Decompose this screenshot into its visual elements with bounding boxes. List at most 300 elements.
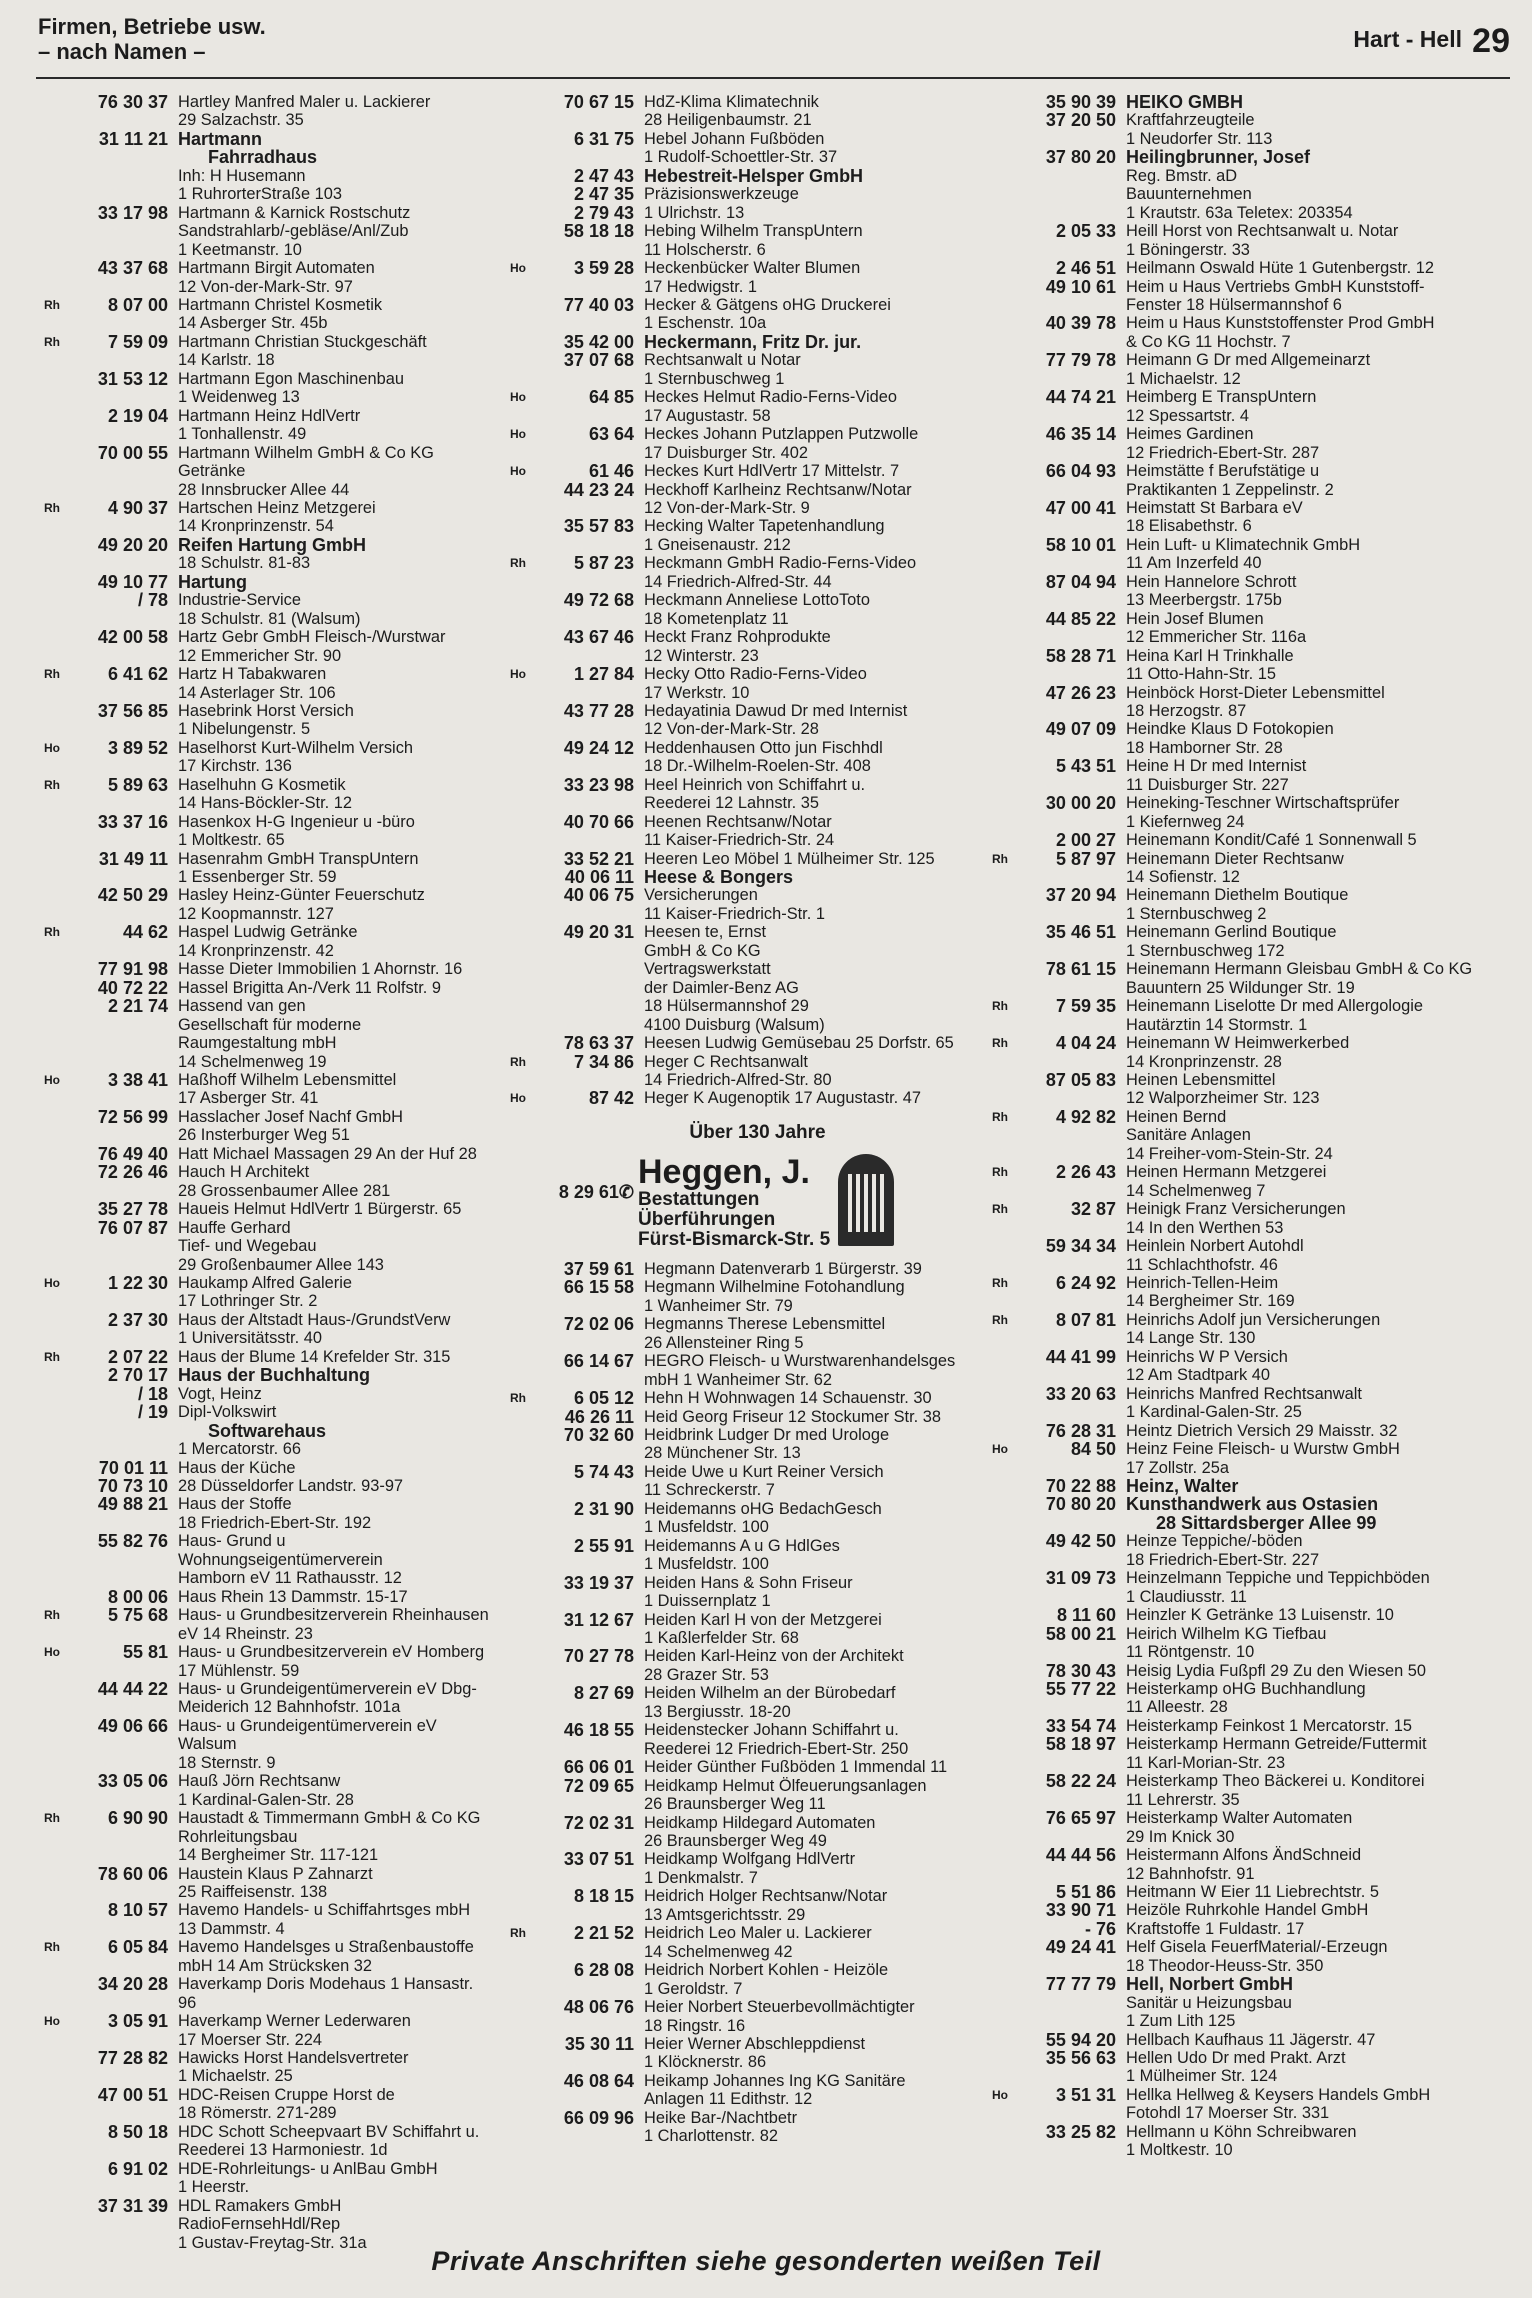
phone-number: 66 09 96 bbox=[563, 2107, 634, 2128]
entry-text: Heilmann Oswald Hüte 1 Gutenbergstr. 12 bbox=[1126, 259, 1434, 278]
directory-entry bbox=[44, 960, 494, 978]
directory-entry bbox=[992, 1108, 1492, 1163]
entry-text: Haustein Klaus P Zahnarzt 25 Raiffeisenstr. 138 bbox=[178, 1864, 373, 1901]
phone-number: 33 25 82 bbox=[1045, 2121, 1116, 2142]
phone-number: 49 88 21 bbox=[97, 1494, 168, 1515]
phone-number: 2 07 22 bbox=[107, 1346, 168, 1367]
district-code: Ho bbox=[510, 390, 526, 405]
directory-entry bbox=[510, 1850, 985, 1887]
phone-number bbox=[1012, 1994, 1116, 2031]
directory-entry bbox=[510, 1034, 985, 1052]
directory-entry bbox=[44, 1772, 494, 1809]
directory-entry bbox=[510, 1260, 985, 1278]
page-header-section bbox=[38, 14, 266, 64]
directory-entry bbox=[992, 93, 1492, 111]
district-code bbox=[992, 1662, 1012, 1680]
phone-number: 70 32 60 bbox=[563, 1425, 634, 1445]
entry-text: Havemo Handels- u Schiffahrtsges mbH 13 Dammstr. 4 bbox=[178, 1901, 471, 1938]
district-code bbox=[510, 1260, 530, 1278]
directory-entry bbox=[510, 204, 985, 222]
entry-text: Heesen te, Ernst GmbH & Co KG Vertragswerkstatt der Daimler-Benz AG 18 Hülsermannshof 29 4100 Duisburg (Walsum) bbox=[644, 923, 825, 1034]
phone-number bbox=[64, 148, 168, 166]
phone-number bbox=[1012, 1514, 1116, 1532]
entry-text: Heckes Helmut Radio-Ferns-Video 17 Augustastr. 58 bbox=[644, 388, 897, 425]
phone-number: 37 59 61 bbox=[563, 1258, 634, 1279]
phone-number: 66 14 67 bbox=[563, 1351, 634, 1372]
district-code bbox=[992, 111, 1012, 148]
directory-entry bbox=[510, 1684, 985, 1721]
directory-entry bbox=[44, 93, 494, 130]
district-code bbox=[44, 1385, 64, 1403]
entry-text: Heinrich-Tellen-Heim 14 Bergheimer Str. 169 bbox=[1126, 1274, 1295, 1311]
district-code bbox=[510, 1647, 530, 1684]
phone-number: 46 26 11 bbox=[564, 1406, 634, 1427]
district-code bbox=[992, 757, 1012, 794]
entry-text: Hellbach Kaufhaus 11 Jägerstr. 47 bbox=[1126, 2030, 1376, 2049]
phone-number: 58 18 97 bbox=[1045, 1734, 1116, 1755]
district-code bbox=[44, 259, 64, 296]
district-code bbox=[992, 1569, 1012, 1606]
phone-number: 3 05 91 bbox=[107, 2011, 168, 2032]
district-code bbox=[510, 628, 530, 665]
phone-number: 37 20 50 bbox=[1045, 110, 1116, 131]
entry-text: Heinemann Liselotte Dr med Allergologie Hautärztin 14 Stormstr. 1 bbox=[1126, 997, 1424, 1034]
entry-text: Haukamp Alfred Galerie 17 Lothringer Str. 2 bbox=[178, 1274, 353, 1311]
district-code bbox=[992, 1237, 1012, 1274]
directory-entry bbox=[44, 886, 494, 923]
phone-number: 47 00 41 bbox=[1045, 497, 1116, 518]
entry-text: Heistermann Alfons ÄndSchneid 12 Bahnhofstr. 91 bbox=[1126, 1846, 1362, 1883]
phone-number: 55 77 22 bbox=[1045, 1678, 1116, 1699]
directory-entry bbox=[44, 259, 494, 296]
directory-entry bbox=[510, 1089, 985, 1107]
entry-text: Helf Gisela FeuerfMaterial/-Erzeugn 18 Theodor-Heuss-Str. 350 bbox=[1126, 1938, 1388, 1975]
entry-text: Hauß Jörn Rechtsanw 1 Kardinal-Galen-Str. 28 bbox=[178, 1772, 354, 1809]
directory-entry bbox=[992, 1994, 1492, 2031]
entry-text: Hein Hannelore Schrott 13 Meerbergstr. 175b bbox=[1126, 572, 1297, 610]
district-code bbox=[510, 481, 530, 518]
district-code bbox=[992, 1532, 1012, 1569]
ad-phone bbox=[510, 1154, 634, 1203]
directory-entry bbox=[44, 1274, 494, 1311]
phone-number: 43 77 28 bbox=[563, 700, 634, 721]
directory-entry bbox=[992, 1163, 1492, 1200]
entry-text: Heidrich Norbert Kohlen - Heizöle 1 Geroldstr. 7 bbox=[644, 1961, 889, 1998]
phone-number: 47 00 51 bbox=[97, 2084, 168, 2105]
directory-entry bbox=[992, 111, 1492, 148]
entry-text: Haselhorst Kurt-Wilhelm Versich 17 Kirchstr. 136 bbox=[178, 738, 413, 776]
entry-text: Hellmann u Köhn Schreibwaren 1 Moltkestr. 10 bbox=[1126, 2122, 1357, 2160]
district-code bbox=[510, 351, 530, 388]
directory-entry bbox=[44, 1477, 494, 1495]
phone-number: 33 20 63 bbox=[1045, 1383, 1116, 1404]
entry-text: Heisterkamp Walter Automaten 29 Im Knick 30 bbox=[1126, 1809, 1353, 1846]
directory-entry bbox=[44, 148, 494, 166]
phone-number: 76 49 40 bbox=[97, 1143, 168, 1164]
phone-number: 49 24 12 bbox=[563, 737, 634, 758]
phone-number: 70 01 11 bbox=[98, 1457, 168, 1478]
district-code bbox=[44, 960, 64, 978]
phone-number: 1 22 30 bbox=[107, 1273, 168, 1293]
district-code bbox=[44, 370, 64, 407]
district-code bbox=[44, 1311, 64, 1348]
entry-text: Heenen Rechtsanw/Notar 11 Kaiser-Friedrich-Str. 24 bbox=[644, 812, 835, 850]
entry-text: Heel Heinrich von Schiffahrt u. Reederei 12 Lahnstr. 35 bbox=[644, 775, 866, 813]
phone-number: 6 05 84 bbox=[107, 1937, 168, 1958]
phone-number: 72 09 65 bbox=[563, 1775, 634, 1796]
phone-number: 47 26 23 bbox=[1045, 682, 1116, 703]
directory-entry bbox=[992, 1772, 1492, 1809]
district-code bbox=[44, 1366, 64, 1384]
directory-entry bbox=[992, 720, 1492, 757]
district-code bbox=[992, 647, 1012, 684]
phone-number: 7 59 35 bbox=[1055, 996, 1116, 1017]
directory-entry bbox=[992, 2031, 1492, 2049]
entry-text: Heikamp Johannes Ing KG Sanitäre Anlagen 11 Edithstr. 12 bbox=[644, 2071, 906, 2109]
district-code bbox=[992, 1606, 1012, 1624]
entry-text: 28 Sittardsberger Allee 99 bbox=[1156, 1512, 1377, 1533]
district-code: Rh bbox=[44, 500, 60, 515]
district-code bbox=[510, 333, 530, 351]
phone-number: 78 63 37 bbox=[563, 1033, 634, 1054]
entry-text: HDC Schott Scheepvaart BV Schiffahrt u. Reederei 13 Harmoniestr. 1d bbox=[178, 2122, 480, 2160]
phone-number: 44 85 22 bbox=[1045, 608, 1116, 629]
phone-number: 37 80 20 bbox=[1045, 147, 1116, 168]
entry-text: Haus Rhein 13 Dammstr. 15-17 bbox=[178, 1587, 408, 1606]
directory-entry bbox=[510, 850, 985, 868]
district-code bbox=[44, 1532, 64, 1587]
district-code bbox=[44, 204, 64, 259]
phone-number: 5 87 97 bbox=[1055, 848, 1116, 869]
district-code bbox=[510, 1814, 530, 1851]
directory-entry bbox=[44, 739, 494, 776]
district-code: Rh bbox=[44, 297, 60, 312]
district-code bbox=[992, 1477, 1012, 1495]
entry-text: Heinen Bernd Sanitäre Anlagen 14 Freiher-vom-Stein-Str. 24 bbox=[1126, 1107, 1333, 1163]
directory-entry bbox=[44, 1385, 494, 1403]
directory-entry bbox=[992, 1809, 1492, 1846]
district-code bbox=[44, 573, 64, 591]
district-code: Rh bbox=[992, 1202, 1008, 1217]
entry-text: Heinrichs W P Versich 12 Am Stadtpark 40 bbox=[1126, 1347, 1288, 1385]
entry-text: Hartung bbox=[178, 571, 247, 592]
directory-entry bbox=[44, 499, 494, 536]
phone-number: 31 53 12 bbox=[97, 368, 168, 389]
phone-number: 44 44 56 bbox=[1045, 1845, 1116, 1866]
phone-number: 8 18 15 bbox=[573, 1886, 634, 1907]
directory-entry bbox=[510, 813, 985, 850]
header-section-title: Firmen, Betriebe usw. bbox=[38, 14, 266, 39]
directory-entry bbox=[510, 167, 985, 185]
phone-number: 49 07 09 bbox=[1045, 719, 1116, 740]
directory-entry bbox=[992, 1514, 1492, 1532]
entry-text: Heill Horst von Rechtsanwalt u. Notar 1 Böningerstr. 33 bbox=[1126, 222, 1399, 259]
district-code bbox=[992, 2049, 1012, 2086]
phone-number: 49 20 20 bbox=[97, 534, 168, 555]
directory-entry bbox=[992, 1625, 1492, 1662]
entry-text: Heinigk Franz Versicherungen 14 In den Werthen 53 bbox=[1126, 1200, 1346, 1237]
entry-text: Heisterkamp Hermann Getreide/Futtermit 11 Karl-Morian-Str. 23 bbox=[1126, 1735, 1427, 1772]
entry-text: Haus der Buchhaltung bbox=[178, 1365, 371, 1386]
district-code: Rh bbox=[44, 1940, 60, 1955]
directory-entry bbox=[44, 333, 494, 370]
directory-entry bbox=[44, 1403, 494, 1421]
entry-text: Heckt Franz Rohprodukte 12 Winterstr. 23 bbox=[644, 628, 831, 665]
district-code bbox=[992, 960, 1012, 997]
phone-number: 31 12 67 bbox=[563, 1609, 634, 1630]
ad-tagline: Über 130 Jahre bbox=[689, 1121, 826, 1143]
advertisement bbox=[510, 1122, 985, 1250]
directory-entry bbox=[510, 2072, 985, 2109]
district-code bbox=[44, 1588, 64, 1606]
district-code bbox=[510, 167, 530, 185]
phone-number: 2 31 90 bbox=[573, 1498, 634, 1519]
entry-text: Heintz Dietrich Versich 29 Maisstr. 32 bbox=[1126, 1421, 1398, 1440]
district-code bbox=[510, 1352, 530, 1389]
directory-entry bbox=[992, 1975, 1492, 1993]
directory-entry bbox=[992, 647, 1492, 684]
district-code bbox=[992, 2031, 1012, 2049]
directory-entry bbox=[510, 1887, 985, 1924]
directory-entry bbox=[44, 1348, 494, 1366]
directory-entry bbox=[44, 2086, 494, 2123]
phone-number: 58 22 24 bbox=[1045, 1771, 1116, 1792]
directory-entry bbox=[510, 1278, 985, 1315]
phone-number: 5 89 63 bbox=[107, 774, 168, 795]
entry-text: Heike Bar-/Nachtbetr 1 Charlottenstr. 82 bbox=[644, 2108, 798, 2146]
entry-text: Heimstätte f Berufstätige u Praktikanten 1 Zeppelinstr. 2 bbox=[1126, 462, 1334, 499]
directory-entry bbox=[992, 222, 1492, 259]
directory-entry bbox=[992, 278, 1492, 315]
entry-text: Fahrradhaus bbox=[208, 147, 318, 168]
district-code bbox=[44, 554, 64, 572]
phone-number: - 76 bbox=[1084, 1918, 1116, 1939]
entry-text: Heinrichs Manfred Rechtsanwalt 1 Kardinal-Galen-Str. 25 bbox=[1126, 1384, 1362, 1422]
entry-text: Industrie-Service 18 Schulstr. 81 (Walsum) bbox=[178, 591, 361, 628]
entry-text: Heckermann, Fritz Dr. jur. bbox=[644, 331, 862, 352]
header-section-subtitle: – nach Namen – bbox=[38, 39, 206, 64]
entry-text: Heckhoff Karlheinz Rechtsanw/Notar 12 Von-der-Mark-Str. 9 bbox=[644, 480, 912, 517]
phone-number: 7 34 86 bbox=[573, 1051, 634, 1072]
district-code bbox=[44, 1219, 64, 1274]
phone-number bbox=[64, 167, 168, 204]
directory-entry bbox=[992, 314, 1492, 351]
directory-entry bbox=[992, 1735, 1492, 1772]
district-code bbox=[992, 351, 1012, 388]
directory-entry bbox=[992, 1422, 1492, 1440]
phone-number: 72 26 46 bbox=[97, 1162, 168, 1183]
district-code bbox=[510, 1500, 530, 1537]
phone-number: 72 02 31 bbox=[563, 1812, 634, 1833]
phone-number: 8 27 69 bbox=[573, 1683, 634, 1704]
phone-number bbox=[64, 554, 168, 572]
entry-text: Heid Georg Friseur 12 Stockumer Str. 38 bbox=[644, 1407, 941, 1426]
entry-text: Heidbrink Ludger Dr med Urologe 28 Münchener Str. 13 bbox=[644, 1426, 890, 1463]
directory-entry bbox=[44, 1938, 494, 1975]
phone-number: 6 90 90 bbox=[107, 1808, 168, 1829]
directory-entry bbox=[992, 1495, 1492, 1513]
directory-entry bbox=[510, 351, 985, 388]
directory-entry bbox=[44, 1163, 494, 1200]
entry-text: HDE-Rohrleitungs- u AnlBau GmbH 1 Heerstr. bbox=[178, 2159, 438, 2197]
entry-text: Haverkamp Doris Modehaus 1 Hansastr. 96 bbox=[178, 1975, 474, 2012]
entry-text: Heinemann Dieter Rechtsanw 14 Sofienstr. 12 bbox=[1126, 849, 1344, 887]
phone-number: / 78 bbox=[137, 590, 168, 611]
phone-number: 2 00 27 bbox=[1055, 830, 1116, 851]
phone-number: 33 17 98 bbox=[97, 202, 168, 223]
ad-box bbox=[510, 1154, 985, 1250]
directory-entry bbox=[510, 1574, 985, 1611]
district-code bbox=[992, 831, 1012, 849]
entry-text: Hassend van gen Gesellschaft für moderne Raumgestaltung mbH 14 Schelmenweg 19 bbox=[178, 997, 362, 1071]
entry-text: Heinrichs Adolf jun Versicherungen 14 Lange Str. 130 bbox=[1126, 1310, 1381, 1348]
phone-number: 49 06 66 bbox=[97, 1715, 168, 1736]
entry-text: Hebing Wilhelm TranspUntern 11 Holscherstr. 6 bbox=[644, 222, 863, 259]
directory-entry bbox=[992, 2086, 1492, 2123]
phone-number: 33 52 21 bbox=[563, 848, 634, 869]
phone-number: 6 24 92 bbox=[1055, 1273, 1116, 1293]
phone-number: 2 05 33 bbox=[1055, 221, 1116, 242]
district-code: Rh bbox=[510, 1054, 526, 1069]
phone-number: 49 10 61 bbox=[1045, 276, 1116, 297]
directory-entry bbox=[510, 1389, 985, 1407]
directory-entry bbox=[992, 1348, 1492, 1385]
directory-entry bbox=[510, 1426, 985, 1463]
phone-number: / 19 bbox=[137, 1402, 168, 1423]
directory-entry bbox=[992, 148, 1492, 166]
entry-text: 1 Mercatorstr. 66 bbox=[178, 1440, 301, 1459]
entry-text: Heisterkamp Feinkost 1 Mercatorstr. 15 bbox=[1126, 1716, 1413, 1735]
entry-text: Heimberg E TranspUntern 12 Spessartstr. 4 bbox=[1126, 388, 1317, 425]
directory-entry bbox=[510, 1777, 985, 1814]
phone-number: 49 10 77 bbox=[97, 571, 168, 592]
district-code bbox=[44, 1477, 64, 1495]
district-code: Rh bbox=[44, 925, 60, 940]
phone-number: 49 24 41 bbox=[1045, 1937, 1116, 1958]
district-code bbox=[992, 1994, 1012, 2031]
district-code: Rh bbox=[510, 1926, 526, 1941]
district-code bbox=[510, 1278, 530, 1315]
district-code bbox=[992, 923, 1012, 960]
directory-entry bbox=[510, 1814, 985, 1851]
district-code bbox=[992, 1809, 1012, 1846]
directory-entry bbox=[44, 2012, 494, 2049]
directory-entry bbox=[510, 462, 985, 480]
directory-entry bbox=[992, 757, 1492, 794]
directory-entry bbox=[510, 333, 985, 351]
directory-entry bbox=[510, 1758, 985, 1776]
district-code: Rh bbox=[992, 1036, 1008, 1051]
district-code bbox=[992, 462, 1012, 499]
directory-entry bbox=[44, 1975, 494, 2012]
entry-text: Heinzler K Getränke 13 Luisenstr. 10 bbox=[1126, 1606, 1394, 1625]
directory-entry bbox=[44, 1588, 494, 1606]
directory-entry bbox=[992, 2049, 1492, 2086]
entry-text: Heide Uwe u Kurt Reiner Versich 11 Schreckerstr. 7 bbox=[644, 1462, 884, 1500]
entry-text: Heiden Wilhelm an der Bürobedarf 13 Bergiusstr. 18-20 bbox=[644, 1684, 896, 1721]
district-code bbox=[992, 1514, 1012, 1532]
directory-entry bbox=[510, 2109, 985, 2146]
phone-number: 6 05 12 bbox=[573, 1388, 634, 1409]
phone-number: 40 06 75 bbox=[563, 885, 634, 906]
entry-text: Heisig Lydia Fußpfl 29 Zu den Wiesen 50 bbox=[1126, 1661, 1427, 1680]
entry-text: Hauch H Architekt 28 Grossenbaumer Allee 281 bbox=[178, 1163, 391, 1200]
phone-number bbox=[64, 1440, 168, 1458]
directory-entry bbox=[992, 425, 1492, 462]
directory-entry bbox=[44, 591, 494, 628]
district-code bbox=[44, 702, 64, 739]
directory-entry bbox=[44, 979, 494, 997]
phone-number: 7 59 09 bbox=[107, 331, 168, 352]
directory-entry bbox=[510, 702, 985, 739]
entry-text: Heidkamp Hildegard Automaten 26 Braunsberger Weg 49 bbox=[644, 1813, 876, 1850]
district-code bbox=[44, 93, 64, 130]
district-code: Rh bbox=[992, 1109, 1008, 1124]
entry-text: Heinen Hermann Metzgerei 14 Schelmenweg 7 bbox=[1126, 1163, 1327, 1200]
district-code bbox=[44, 1901, 64, 1938]
entry-text: Hellka Hellweg & Keysers Handels GmbH Fotohdl 17 Moerser Str. 331 bbox=[1126, 2085, 1431, 2123]
directory-entry bbox=[510, 259, 985, 296]
directory-entry bbox=[510, 425, 985, 462]
entry-text: Heidkamp Wolfgang HdlVertr 1 Denkmalstr. 7 bbox=[644, 1850, 856, 1887]
district-code bbox=[510, 1426, 530, 1463]
district-code bbox=[992, 2123, 1012, 2160]
directory-entry bbox=[44, 776, 494, 813]
directory-entry bbox=[510, 886, 985, 923]
district-code bbox=[510, 1574, 530, 1611]
directory-entry bbox=[992, 684, 1492, 721]
directory-entry bbox=[44, 2197, 494, 2252]
directory-entry bbox=[510, 776, 985, 813]
district-code bbox=[992, 573, 1012, 610]
entry-text: Haus der Blume 14 Krefelder Str. 315 bbox=[178, 1347, 451, 1366]
entry-text: Hartmann & Karnick Rostschutz Sandstrahlarb/-gebläse/Anl/Zub 1 Keetmanstr. 10 bbox=[178, 203, 411, 259]
directory-entry bbox=[44, 1680, 494, 1717]
directory-entry bbox=[510, 1961, 985, 1998]
directory-entry bbox=[992, 923, 1492, 960]
entry-text: Haus- u Grundbesitzerverein eV Homberg 17 Mühlenstr. 59 bbox=[178, 1643, 485, 1680]
entry-text: Heeren Leo Möbel 1 Mülheimer Str. 125 bbox=[644, 849, 935, 868]
district-code bbox=[510, 813, 530, 850]
chapel-logo-icon bbox=[838, 1154, 894, 1246]
entry-text: Heilingbrunner, Josef bbox=[1126, 147, 1311, 168]
directory-entry bbox=[510, 185, 985, 203]
phone-number: 35 57 83 bbox=[563, 516, 634, 537]
directory-entry bbox=[992, 794, 1492, 831]
district-code bbox=[44, 1440, 64, 1458]
phone-number: 42 00 58 bbox=[97, 627, 168, 648]
entry-text: Haueis Helmut HdlVertr 1 Bürgerstr. 65 bbox=[178, 1200, 462, 1219]
district-code bbox=[510, 1315, 530, 1352]
entry-text: HdZ-Klima Klimatechnik 28 Heiligenbaumstr. 21 bbox=[644, 93, 819, 130]
district-code bbox=[992, 1422, 1012, 1440]
district-code bbox=[992, 536, 1012, 573]
entry-text: Heineking-Teschner Wirtschaftsprüfer 1 Kiefernweg 24 bbox=[1126, 794, 1400, 831]
district-code bbox=[992, 93, 1012, 111]
directory-entry bbox=[510, 222, 985, 259]
phone-number: 34 20 28 bbox=[97, 1974, 168, 1995]
phone-number: 3 51 31 bbox=[1055, 2084, 1116, 2105]
entry-text: Sanitär u Heizungsbau 1 Zum Lith 125 bbox=[1126, 1993, 1292, 2031]
entry-text: Heinze Teppiche/-böden 18 Friedrich-Ebert-Str. 227 bbox=[1126, 1532, 1320, 1569]
directory-entry bbox=[992, 1200, 1492, 1237]
directory-entry bbox=[510, 296, 985, 333]
phone-number: 40 72 22 bbox=[97, 977, 168, 998]
directory-entry bbox=[992, 259, 1492, 277]
district-code: Ho bbox=[510, 464, 526, 479]
entry-text: Heimann G Dr med Allgemeinarzt 1 Michaelstr. 12 bbox=[1126, 351, 1371, 388]
entry-text: Haus der Küche bbox=[178, 1458, 296, 1477]
